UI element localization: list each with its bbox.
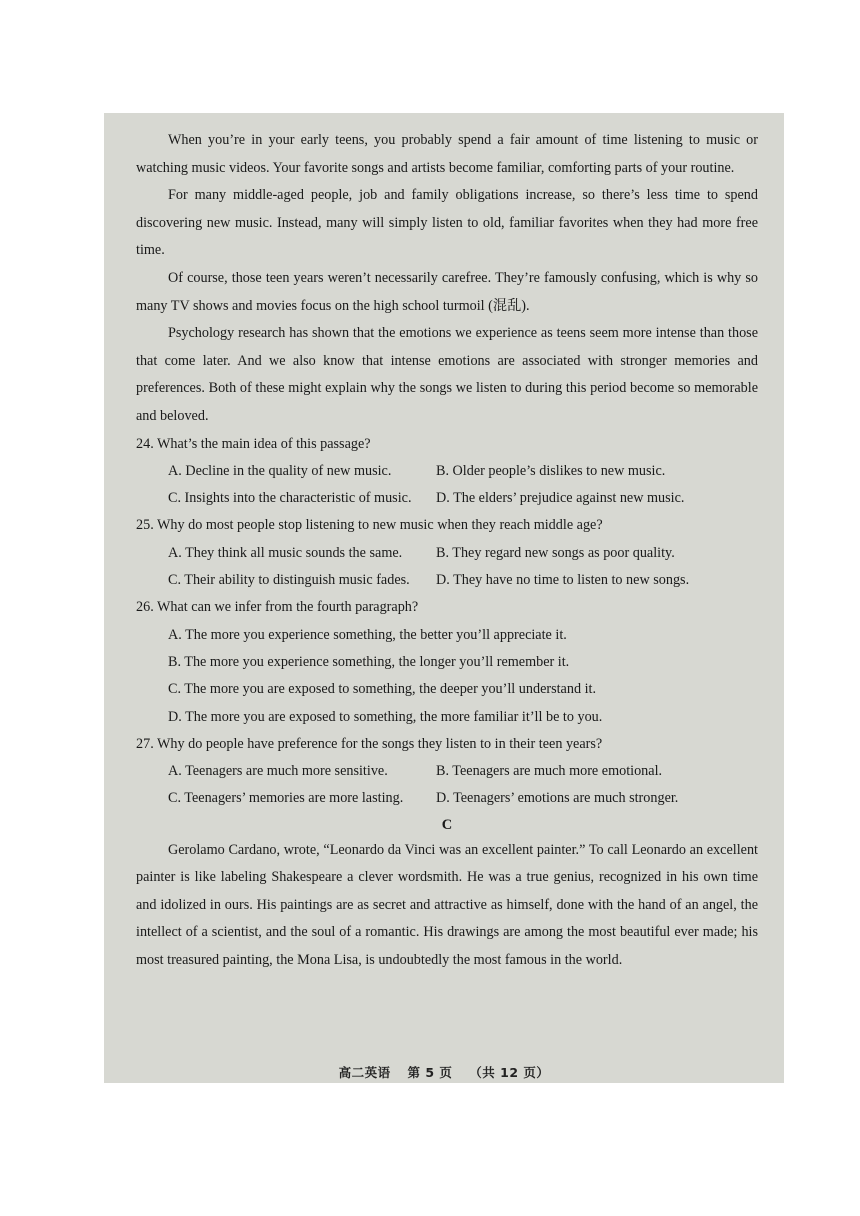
option-d: D. The more you are exposed to something, the more familiar it’ll be to you. xyxy=(168,708,603,725)
option-d: D. Teenagers’ emotions are much stronger. xyxy=(436,790,679,807)
question-25 xyxy=(136,512,758,594)
option-c: C. The more you are exposed to something, the deeper you’ll understand it. xyxy=(168,681,597,698)
question-24 xyxy=(136,431,758,513)
question-stem: 26. What can we infer from the fourth paragraph? xyxy=(136,599,419,616)
option-b: B. Older people’s dislikes to new music. xyxy=(436,462,666,479)
option-c: C. Insights into the characteristic of music. xyxy=(168,490,412,507)
option-row xyxy=(136,785,758,812)
option-b: B. They regard new songs as poor quality. xyxy=(436,544,675,561)
page-footer xyxy=(104,1063,784,1081)
option-a: A. They think all music sounds the same. xyxy=(168,544,403,561)
passage-b-paragraph-1: When you’re in your early teens, you probably spend a fair amount of time listening to music or watching music videos. Your favorite songs and artists become familiar, comforting parts of your routine. xyxy=(136,132,758,176)
option-d: D. The elders’ prejudice against new music. xyxy=(436,490,685,507)
section-c-paragraph: Gerolamo Cardano, wrote, “Leonardo da Vinci was an excellent painter.” To call Leonardo an excellent painter is like labeling Shakespeare a clever wordsmith. He was a true genius, recognized in his own time and idolized in ours. His paintings are as secret and attractive as himself, done with the hand of an angel, the intellect of a scientist, and the soul of a romantic. His drawings are among the most beautiful ever made; his most treasured painting, the Mona Lisa, is undoubtedly the most famous in the world. xyxy=(136,841,758,969)
option-row xyxy=(136,567,758,594)
question-26 xyxy=(136,594,758,730)
footer-subject: 高二英语 xyxy=(338,1065,391,1080)
option-c: C. Their ability to distinguish music fades. xyxy=(168,572,410,589)
footer-total-pages: （共 12 页） xyxy=(469,1065,550,1080)
option-b: B. Teenagers are much more emotional. xyxy=(436,763,663,780)
option-c: C. Teenagers’ memories are more lasting. xyxy=(168,790,404,807)
question-stem: 24. What’s the main idea of this passage? xyxy=(136,435,371,452)
question-stem: 25. Why do most people stop listening to new music when they reach middle age? xyxy=(136,517,603,534)
passage-b-paragraph-3: Of course, those teen years weren’t necessarily carefree. They’re famously confusing, which is why so many TV shows and movies focus on the high school turmoil (混乱). xyxy=(136,269,758,314)
option-a: A. Decline in the quality of new music. xyxy=(168,462,392,479)
option-row xyxy=(136,458,758,485)
question-27 xyxy=(136,731,758,813)
option-row xyxy=(136,485,758,512)
section-c-heading: C xyxy=(441,816,453,833)
footer-page-number: 第 5 页 xyxy=(407,1065,453,1080)
option-a: A. Teenagers are much more sensitive. xyxy=(168,763,388,780)
exam-page xyxy=(104,113,784,1083)
option-d: D. They have no time to listen to new songs. xyxy=(436,572,690,589)
question-stem: 27. Why do people have preference for the songs they listen to in their teen years? xyxy=(136,735,603,752)
option-a: A. The more you experience something, the better you’ll appreciate it. xyxy=(168,626,567,643)
option-row xyxy=(136,540,758,567)
passage-b-paragraph-4: Psychology research has shown that the emotions we experience as teens seem more intense than those that come later. And we also know that intense emotions are associated with stronger memories and preferences. Both of these might explain why the songs we listen to during this period become so memorable and beloved. xyxy=(136,325,758,424)
passage-b-paragraph-2: For many middle-aged people, job and family obligations increase, so there’s less time to spend discovering new music. Instead, many will simply listen to old, familiar favorites when they had more free time. xyxy=(136,187,758,259)
option-b: B. The more you experience something, the longer you’ll remember it. xyxy=(168,653,570,670)
option-row xyxy=(136,758,758,785)
